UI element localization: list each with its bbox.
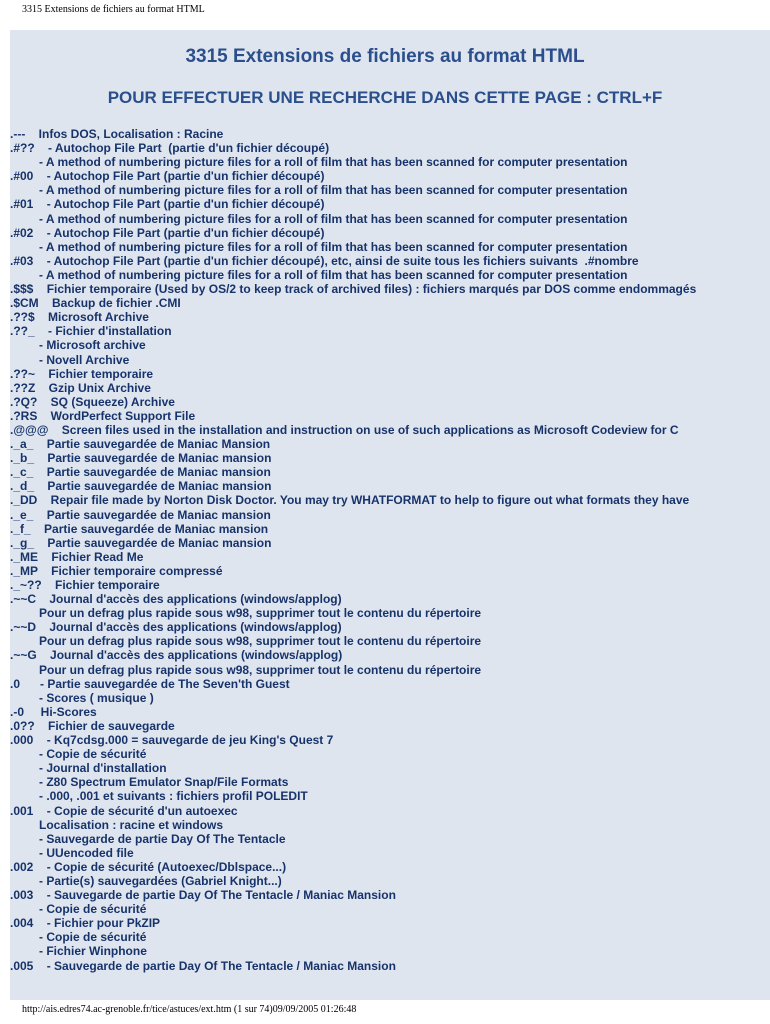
extension-entry: .--- Infos DOS, Localisation : Racine <box>10 127 224 141</box>
extension-description-line: - UUencoded file <box>39 845 134 860</box>
extension-description-line: - Partie(s) sauvegardées (Gabriel Knight...) <box>39 873 282 888</box>
extension-entry: .000 - Kq7cdsg.000 = sauvegarde de jeu King's Quest 7 <box>10 733 334 748</box>
extension-entry: .003 - Sauvegarde de partie Day Of The Tentacle / Maniac Mansion <box>10 888 396 903</box>
extension-description-line: - Scores ( musique ) <box>39 690 154 705</box>
extension-description-line: - Z80 Spectrum Emulator Snap/File Formats <box>39 775 289 790</box>
extension-entry: .004 - Fichier pour PkZIP <box>10 916 161 931</box>
extension-entry: .@@@ Screen files used in the installation and instruction on use of such applications as Microsoft Codeview for C <box>10 422 679 437</box>
extension-entry: .?RS WordPerfect Support File <box>10 408 196 423</box>
extension-description-line: - Copie de sécurité <box>39 902 147 917</box>
extension-description-line: - Sauvegarde de partie Day Of The Tentacle <box>39 831 286 846</box>
extension-entry: ._~?? Fichier temporaire <box>10 578 160 592</box>
extension-description-line: - A method of numbering picture files for a roll of film that has been scanned for computer presentation <box>39 239 628 254</box>
extension-entry: .??_ - Fichier d'installation <box>10 324 172 339</box>
extension-description-line: Pour un defrag plus rapide sous w98, supprimer tout le contenu du répertoire <box>39 662 482 677</box>
extension-description-line: - A method of numbering picture files for a roll of film that has been scanned for computer presentation <box>39 211 628 226</box>
extension-entry: ._c_ Partie sauvegardée de Maniac mansion <box>10 465 271 480</box>
extension-entry: .#00 - Autochop File Part (partie d'un fichier découpé) <box>10 169 325 184</box>
document-body <box>10 30 770 1000</box>
extension-description-line: - A method of numbering picture files for a roll of film that has been scanned for computer presentation <box>39 155 628 170</box>
extension-entry: .~~C Journal d'accès des applications (windows/applog) <box>10 592 342 607</box>
extension-description-line: Pour un defrag plus rapide sous w98, supprimer tout le contenu du répertoire <box>39 606 482 621</box>
extension-description-line: Pour un defrag plus rapide sous w98, supprimer tout le contenu du répertoire <box>39 634 482 649</box>
extension-entry: ._g_ Partie sauvegardée de Maniac mansion <box>10 535 272 550</box>
extension-entry: .002 - Copie de sécurité (Autoexec/Dblspace...) <box>10 859 287 874</box>
extension-description-line: - Microsoft archive <box>39 338 146 353</box>
extension-entry: .005 - Sauvegarde de partie Day Of The Tentacle / Maniac Mansion <box>10 958 396 973</box>
extension-entry: .-0 Hi-Scores <box>10 704 97 719</box>
extension-entry: ._d_ Partie sauvegardée de Maniac mansion <box>10 479 272 494</box>
extension-entry: ._a_ Partie sauvegardée de Maniac Mansion <box>10 437 271 452</box>
extension-entry: .001 - Copie de sécurité d'un autoexec <box>10 803 238 818</box>
extension-entry: .#02 - Autochop File Part (partie d'un fichier découpé) <box>10 225 325 240</box>
extension-description-line: - Fichier Winphone <box>39 944 147 959</box>
extension-entry: .~~D Journal d'accès des applications (windows/applog) <box>10 620 342 635</box>
extension-description-line: Localisation : racine et windows <box>39 817 224 832</box>
extension-entry: ._f_ Partie sauvegardée de Maniac mansion <box>10 521 269 536</box>
extension-entry: ._DD Repair file made by Norton Disk Doctor. You may try WHATFORMAT to help to figure out what formats they have <box>10 493 690 508</box>
extension-entry: .#01 - Autochop File Part (partie d'un fichier découpé) <box>10 197 325 212</box>
extension-description-line: - Journal d'installation <box>39 761 167 776</box>
extension-entry: .#03 - Autochop File Part (partie d'un fichier découpé), etc, ainsi de suite tous les fichiers suivants .#nombre <box>10 253 639 268</box>
page-title: 3315 Extensions de fichiers au format HTML <box>185 46 585 67</box>
extension-description-line: - A method of numbering picture files for a roll of film that has been scanned for computer presentation <box>39 183 628 198</box>
extension-entry: .$CM Backup de fichier .CMI <box>10 296 181 311</box>
extension-description-line: - Copie de sécurité <box>39 930 147 945</box>
extension-description-line: - Novell Archive <box>39 352 130 367</box>
extension-entry: .??~ Fichier temporaire <box>10 366 154 381</box>
extension-entry: .??Z Gzip Unix Archive <box>10 380 151 395</box>
extension-list <box>10 127 770 973</box>
extension-description-line: - A method of numbering picture files for a roll of film that has been scanned for computer presentation <box>39 267 628 282</box>
extension-description-line: - .000, .001 et suivants : fichiers profil POLEDIT <box>39 789 308 804</box>
extension-entry: .~~G Journal d'accès des applications (windows/applog) <box>10 648 343 663</box>
extension-entry: .$$$ Fichier temporaire (Used by OS/2 to keep track of archived files) : fichiers marqués par DOS comme endommagés <box>10 282 697 297</box>
extension-entry: ._e_ Partie sauvegardée de Maniac mansion <box>10 507 271 522</box>
extension-entry: .?Q? SQ (Squeeze) Archive <box>10 394 175 409</box>
print-header: 3315 Extensions de fichiers au format HTML <box>22 4 205 15</box>
extension-entry: ._b_ Partie sauvegardée de Maniac mansion <box>10 451 272 466</box>
extension-description-line: - Copie de sécurité <box>39 747 147 762</box>
extension-entry: .0 - Partie sauvegardée de The Seven'th Guest <box>10 676 290 691</box>
extension-entry: .#?? - Autochop File Part (partie d'un fichier découpé) <box>10 141 330 156</box>
print-footer: http://ais.edres74.ac-grenoble.fr/tice/astuces/ext.htm (1 sur 74)09/09/2005 01:26:48 <box>22 1004 357 1015</box>
extension-entry: .??$ Microsoft Archive <box>10 310 149 325</box>
extension-entry: ._ME Fichier Read Me <box>10 549 144 564</box>
page-subtitle: POUR EFFECTUER UNE RECHERCHE DANS CETTE PAGE : CTRL+F <box>107 88 663 107</box>
extension-entry: ._MP Fichier temporaire compressé <box>10 563 223 578</box>
extension-entry: .0?? Fichier de sauvegarde <box>10 718 175 733</box>
